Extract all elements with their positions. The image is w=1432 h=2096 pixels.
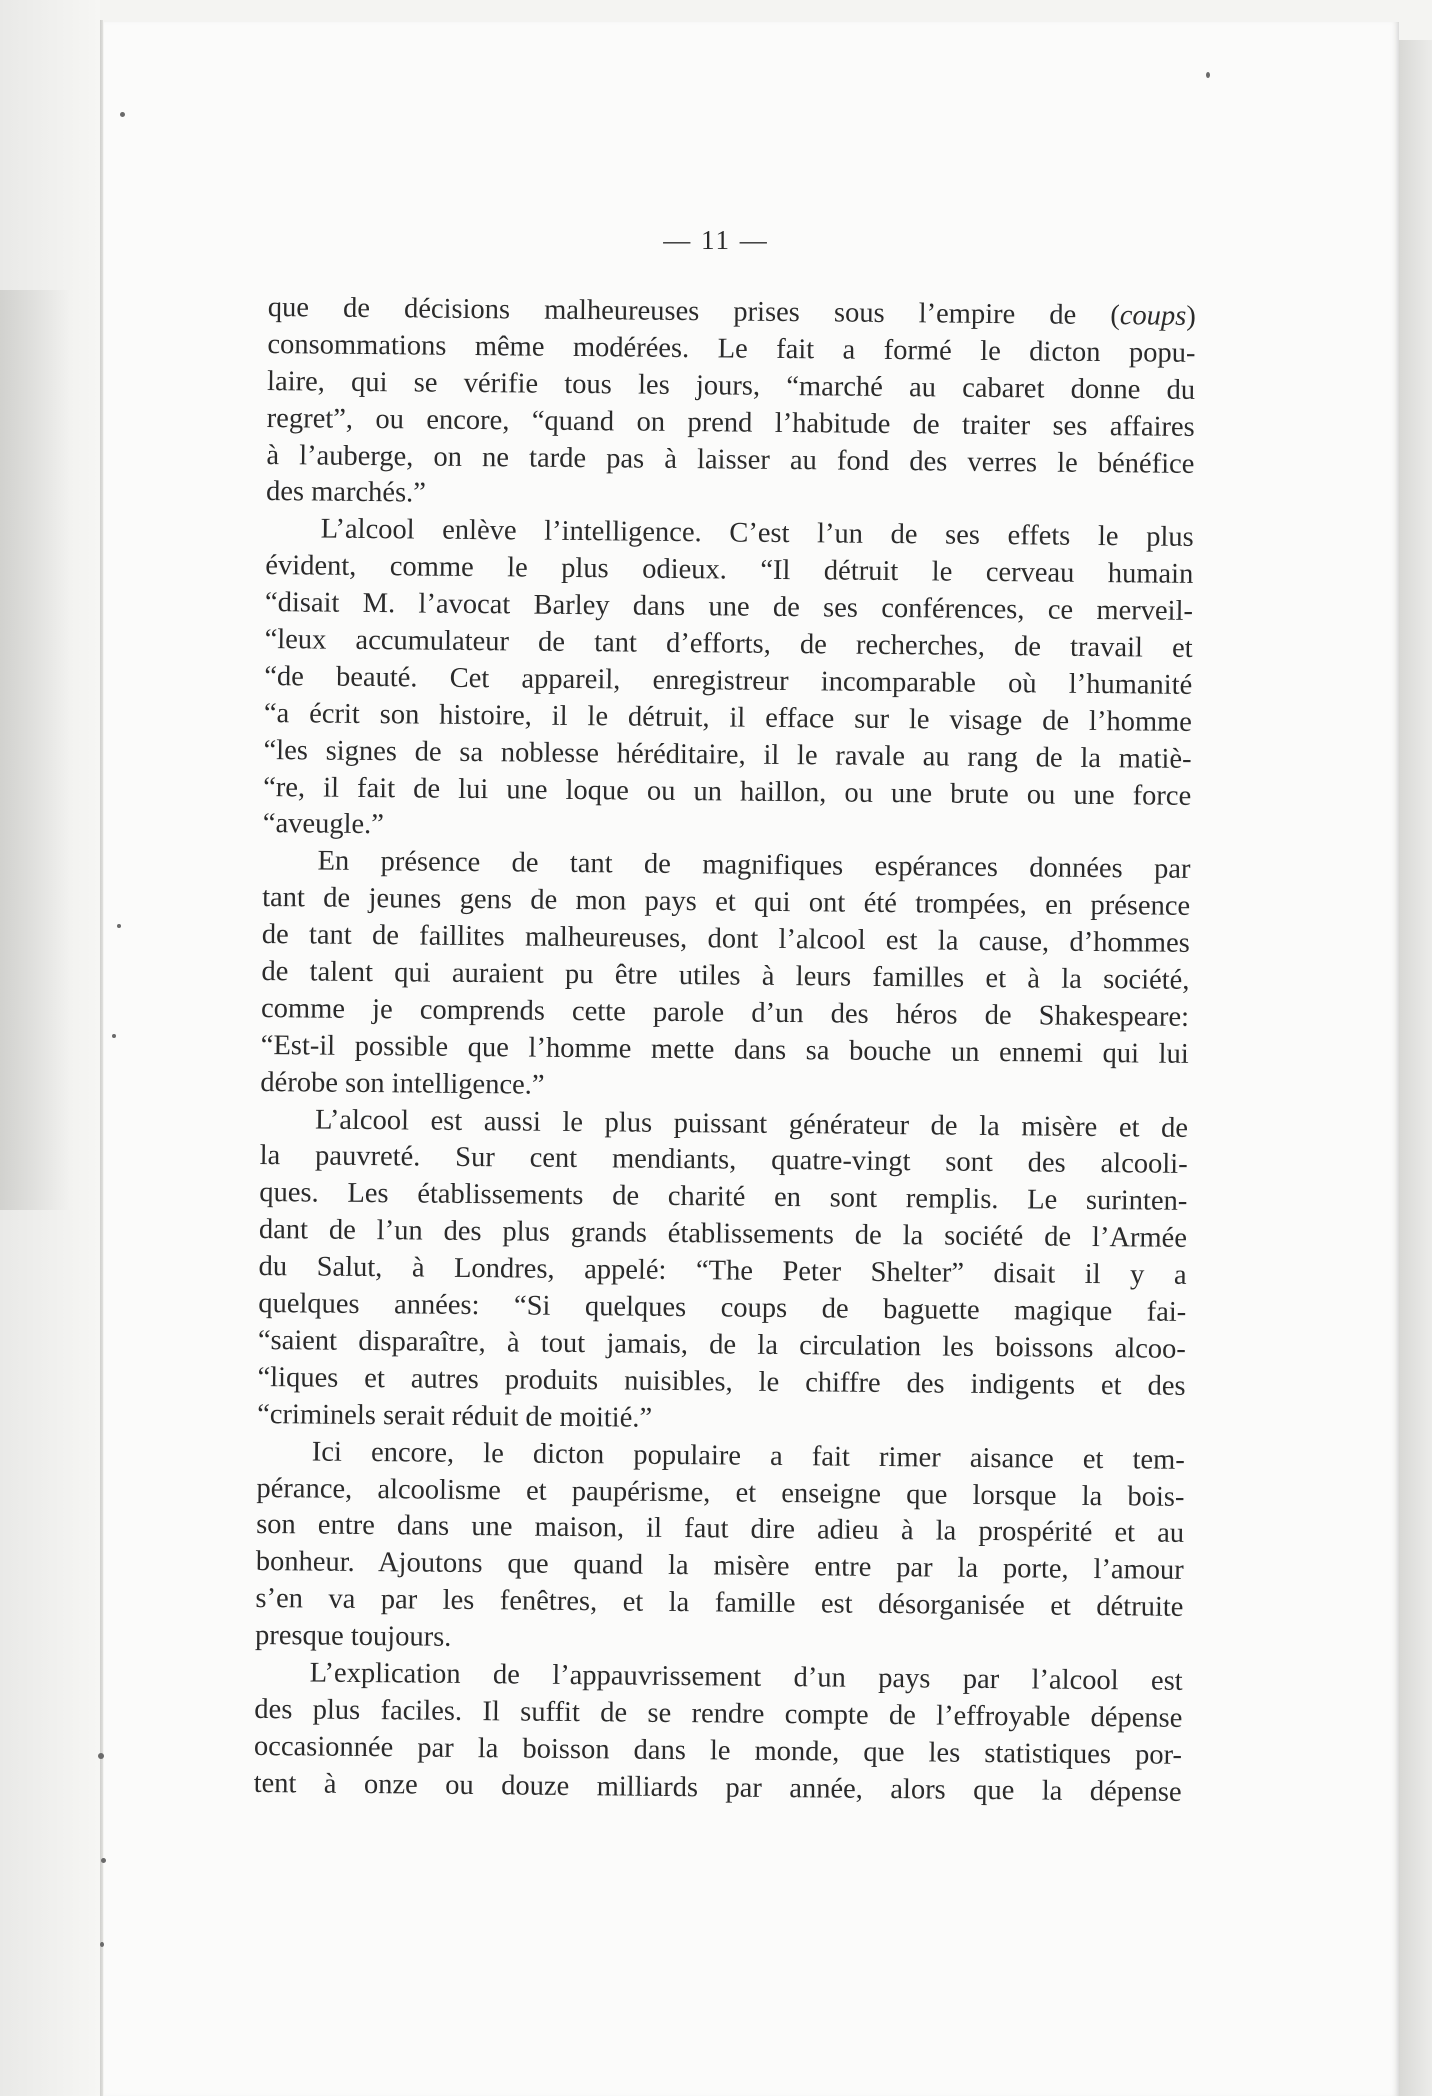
text-line: “criminels serait réduit de moitié.” (257, 1398, 653, 1434)
text-line: quelques années: “Si quelques coups de baguette magique fai- (258, 1288, 1187, 1328)
text-line: consommations même modérées. Le fait a formé le dicton popu- (267, 328, 1196, 369)
text-line: “saient disparaître, à tout jamais, de la circulation les boissons alcoo- (257, 1324, 1187, 1365)
text-line: laire, qui se vérifie tous les jours, “marché au cabaret donne du (266, 365, 1196, 406)
emphasis-word: coups (1119, 300, 1187, 332)
scan-speck (112, 1034, 116, 1038)
text-line: En présence de tant de magnifiques espérances données par (317, 845, 1191, 886)
text-line: dérobe son intelligence.” (260, 1066, 545, 1101)
text-line: des plus faciles. Il suffit de se rendre compte de l’effroyable dépense (254, 1693, 1183, 1734)
text-line: “les signes de sa noblesse héréditaire, il le ravale au rang de la matiè- (263, 734, 1192, 775)
text-line: son entre dans une maison, il faut dire adieu à la prospérité et au (255, 1509, 1185, 1550)
text-line: ques. Les établissements de charité en sont remplis. Le surinten- (259, 1177, 1188, 1218)
page-number: — 11 — (663, 225, 769, 255)
text-line: tant de jeunes gens de mon pays et qui ont été trompées, en présence (262, 882, 1191, 923)
text-line: comme je comprends cette parole d’un des héros de Shakespeare: (260, 992, 1190, 1033)
text-line: du Salut, à Londres, appelé: “The Peter Shelter” disait il y a (258, 1251, 1187, 1292)
text-line: “de beauté. Cet appareil, enregistreur incomparable où l’humanité (264, 660, 1193, 701)
scan-speck (120, 112, 125, 117)
text-line: L’alcool enlève l’intelligence. C’est l’un de ses effets le plus (320, 513, 1194, 554)
body-text (253, 290, 1195, 1811)
text-line: regret”, ou encore, “quand on prend l’habitude de traiter ses affaires (266, 402, 1195, 443)
text-line: la pauvreté. Sur cent mendiants, quatre-vingt sont des alcooli- (259, 1140, 1188, 1181)
text-line: des marchés.” (265, 476, 427, 509)
scan-speck (117, 924, 121, 928)
text-line: que de décisions malheureuses prises sous l’empire de (coups) (267, 291, 1196, 332)
scan-speck (1206, 72, 1210, 78)
text-line: L’alcool est aussi le plus puissant générateur de la misère et de (314, 1104, 1189, 1144)
text-line: bonheur. Ajoutons que quand la misère entre par la porte, l’amour (255, 1546, 1184, 1587)
text-line: évident, comme le plus odieux. “Il détruit le cerveau humain (265, 550, 1194, 591)
text-line: à l’auberge, on ne tarde pas à laisser au fond des verres le bénéfice (266, 439, 1195, 480)
text-line: “a écrit son histoire, il le détruit, il efface sur le visage de l’homme (263, 697, 1193, 738)
scan-speck (101, 1858, 106, 1863)
text-line: de tant de faillites malheureuses, dont l’alcool est la cause, d’hommes (261, 919, 1190, 960)
text-line: s’en va par les fenêtres, et la famille est désorganisée et détruite (255, 1583, 1184, 1624)
text-line: “re, il fait de lui une loque ou un haillon, ou une brute ou une force (263, 771, 1192, 812)
scan-speck (98, 1753, 104, 1759)
gutter-shadow (0, 290, 70, 1210)
page-fold (100, 20, 103, 2096)
text-line: “aveugle.” (262, 808, 385, 841)
text-line: “disait M. l’avocat Barley dans une de ses conférences, ce merveil- (264, 587, 1194, 628)
text-line: tent à onze ou douze milliards par année, alors que la dépense (253, 1767, 1182, 1808)
text-line: occasionnée par la boisson dans le monde, que les statistiques por- (253, 1730, 1183, 1771)
text-line: “Est-il possible que l’homme mette dans sa bouche un ennemi qui lui (260, 1029, 1189, 1070)
text-line: Ici encore, le dicton populaire a fait rimer aisance et tem- (311, 1436, 1185, 1476)
text-line: L’explication de l’appauvrissement d’un pays par l’alcool est (309, 1657, 1183, 1697)
scan-speck (100, 1942, 104, 1947)
text-line: presque toujours. (254, 1620, 452, 1653)
text-line: pérance, alcoolisme et paupérisme, et enseigne que lorsque la bois- (256, 1472, 1185, 1513)
text-line: “leux accumulateur de tant d’efforts, de recherches, de travail et (264, 624, 1193, 664)
text-line: “liques et autres produits nuisibles, le chiffre des indigents et des (257, 1361, 1186, 1402)
text-line: de talent qui auraient pu être utiles à leurs familles et à la société, (261, 956, 1190, 996)
page-edge (1399, 40, 1432, 2096)
text-line: dant de l’un des plus grands établissements de la société de l’Armée (258, 1214, 1188, 1255)
